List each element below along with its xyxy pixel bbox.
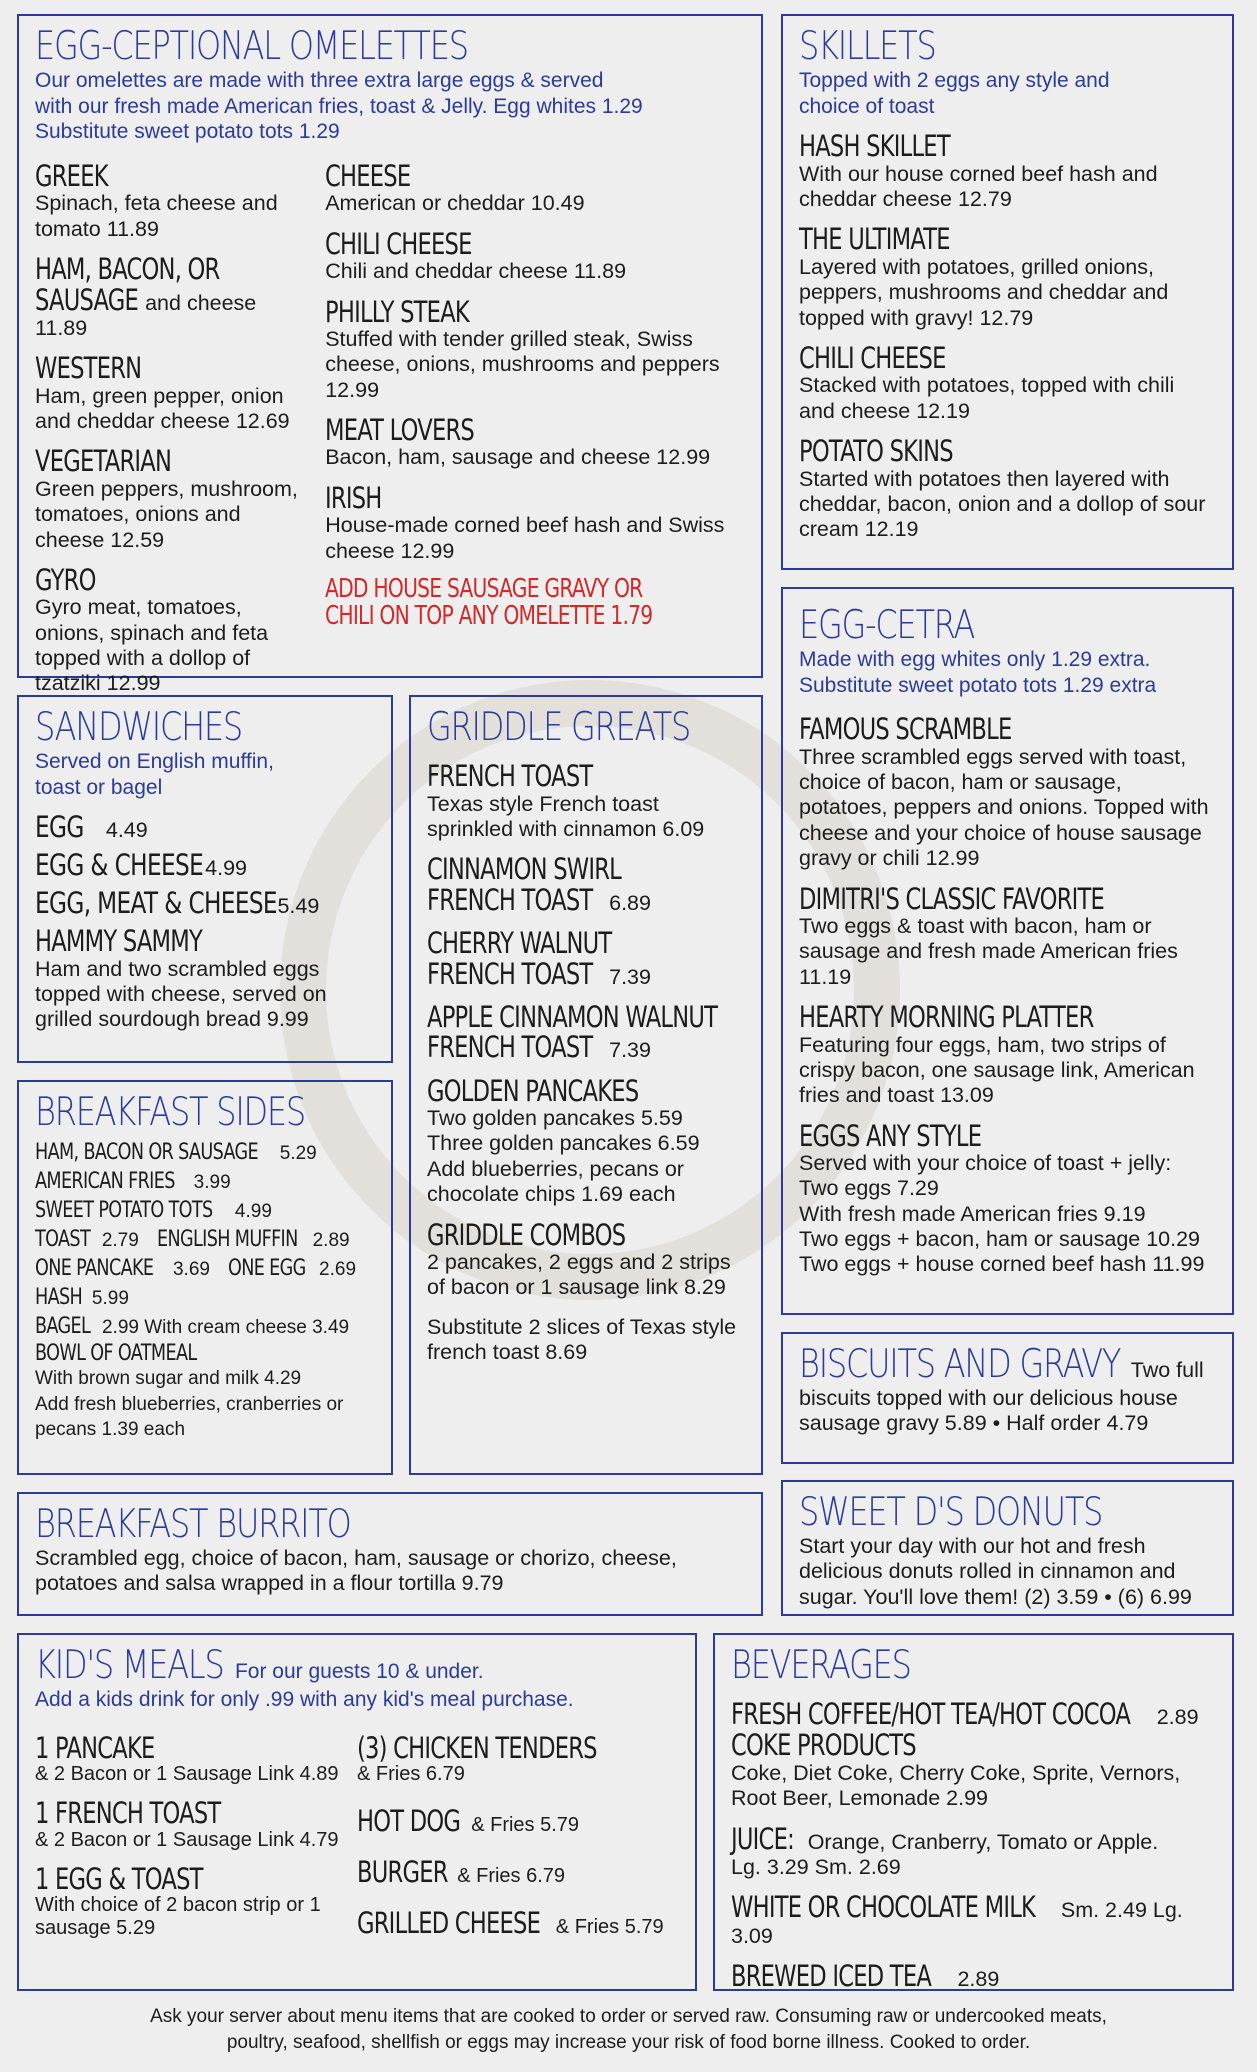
griddle-desc: 2 pancakes, 2 eggs and 2 strips of bacon or 1 sausage link 8.29 bbox=[427, 1249, 731, 1300]
sandwich-name: EGG, MEAT & CHEESE bbox=[35, 886, 277, 921]
beverage-name: WHITE OR CHOCOLATE MILK bbox=[731, 1890, 1036, 1925]
sandwiches-sub-2: toast or bagel bbox=[35, 775, 163, 799]
skillet-name: POTATO SKINS bbox=[799, 434, 953, 469]
kids-desc: & Fries 5.79 bbox=[555, 1916, 664, 1939]
side-name: BAGEL bbox=[35, 1314, 91, 1340]
eggcetra-desc: Served with your choice of toast + jelly: bbox=[799, 1151, 1172, 1176]
biscuits-inline: Two full bbox=[1130, 1358, 1204, 1382]
eggcetra-desc: With fresh made American fries 9.19 bbox=[799, 1201, 1146, 1226]
footer-line: Ask your server about menu items that are cooked to order or served raw. Consuming raw or undercooked meats, bbox=[150, 2006, 1107, 2027]
kids-name: (3) CHICKEN TENDERS bbox=[357, 1730, 597, 1765]
omelette-desc: Spinach, feta cheese and tomato 11.89 bbox=[35, 191, 278, 241]
side-name: ENGLISH MUFFIN bbox=[156, 1227, 298, 1253]
griddle-name: CINNAMON SWIRL bbox=[427, 852, 622, 887]
side-name: ONE PANCAKE bbox=[35, 1256, 154, 1282]
omelette-desc: Stuffed with tender grilled steak, Swiss cheese, onions, mushrooms and peppers 12.99 bbox=[325, 326, 720, 402]
side-name: HAM, BACON OR SAUSAGE bbox=[35, 1140, 259, 1166]
skillet-name: THE ULTIMATE bbox=[799, 222, 950, 257]
omelette-name: GREEK bbox=[35, 158, 108, 193]
kids-name: BURGER bbox=[357, 1855, 448, 1890]
skillet-desc: With our house corned beef hash and cheddar cheese 12.79 bbox=[799, 161, 1158, 212]
omelette-addon: CHILI ON TOP ANY OMELETTE 1.79 bbox=[325, 601, 653, 632]
griddle-name: APPLE CINNAMON WALNUT bbox=[427, 999, 718, 1034]
kids-desc: & 2 Bacon or 1 Sausage Link 4.89 bbox=[35, 1763, 339, 1786]
griddle-section bbox=[409, 695, 763, 1475]
omelette-name: WESTERN bbox=[35, 351, 142, 386]
kids-section bbox=[17, 1633, 697, 1991]
skillet-name: CHILI CHEESE bbox=[799, 341, 946, 375]
griddle-desc: Texas style French toast sprinkled with cinnamon 6.09 bbox=[427, 791, 705, 841]
beverages-section bbox=[713, 1633, 1234, 1994]
omelettes-sub-2: with our fresh made American fries, toast & Jelly. Egg whites 1.29 bbox=[35, 94, 643, 118]
skillets-sub-2: choice of toast bbox=[799, 94, 935, 118]
eggcetra-name: DIMITRI'S CLASSIC FAVORITE bbox=[799, 881, 1105, 916]
eggcetra-sub-1: Made with egg whites only 1.29 extra. bbox=[799, 648, 1151, 672]
skillet-desc: Started with potatoes then layered with cheddar, bacon, onion and a dollop of sour cream 12.19 bbox=[799, 466, 1206, 542]
griddle-name: CHERRY WALNUT bbox=[427, 926, 612, 961]
kids-desc: & Fries 6.79 bbox=[357, 1763, 465, 1786]
omelettes-sub-1: Our omelettes are made with three extra large eggs & served bbox=[35, 69, 604, 93]
omelette-name: MEAT LOVERS bbox=[325, 413, 475, 448]
side-price: 2.99 With cream cheese 3.49 bbox=[101, 1317, 350, 1339]
skillets-sub-1: Topped with 2 eggs any style and bbox=[799, 69, 1110, 93]
side-price: 2.69 bbox=[319, 1259, 357, 1281]
griddle-name: FRENCH TOAST bbox=[427, 956, 593, 991]
omelette-desc: Chili and cheddar cheese 11.89 bbox=[325, 259, 627, 284]
skillet-desc: Layered with potatoes, grilled onions, peppers, mushrooms and cheddar and topped with gravy! 12.79 bbox=[799, 254, 1169, 330]
kids-desc: & Fries 5.79 bbox=[471, 1814, 580, 1837]
side-name: BOWL OF OATMEAL bbox=[35, 1341, 197, 1367]
omelette-desc: Green peppers, mushroom, tomatoes, onions and cheese 12.59 bbox=[35, 476, 298, 552]
side-desc: pecans 1.39 each bbox=[35, 1419, 186, 1441]
eggcetra-name: HEARTY MORNING PLATTER bbox=[799, 1000, 1094, 1035]
omelette-desc: and cheese 11.89 bbox=[35, 290, 257, 340]
griddle-name: GRIDDLE COMBOS bbox=[427, 1217, 626, 1252]
omelettes-section bbox=[17, 14, 763, 696]
side-price: 5.29 bbox=[279, 1143, 317, 1165]
beverages-title: BEVERAGES bbox=[731, 1643, 911, 1688]
burrito-title: BREAKFAST BURRITO bbox=[35, 1502, 351, 1547]
omelette-desc: Ham, green pepper, onion and cheddar cheese 12.69 bbox=[35, 383, 290, 434]
eggcetra-title: EGG-CETRA bbox=[799, 603, 975, 648]
sandwich-name: EGG & CHEESE bbox=[35, 848, 204, 883]
sandwich-desc: Ham and two scrambled eggs topped with cheese, served on grilled sourdough bread 9.99 bbox=[35, 956, 327, 1032]
sides-section bbox=[17, 1080, 393, 1475]
griddle-desc: Add blueberries, pecans or bbox=[427, 1156, 684, 1181]
side-price: 2.79 bbox=[101, 1230, 139, 1252]
biscuits-desc: biscuits topped with our delicious house sausage gravy 5.89 • Half order 4.79 bbox=[799, 1386, 1178, 1436]
donuts-title: SWEET D'S DONUTS bbox=[799, 1490, 1103, 1535]
kids-sub: Add a kids drink for only .99 with any kid's meal purchase. bbox=[35, 1688, 574, 1712]
beverage-name: BREWED ICED TEA bbox=[731, 1959, 932, 1994]
donuts-desc: Start your day with our hot and fresh delicious donuts rolled in cinnamon and sugar. You'll love them! (2) 3.59 • (6) 6.99 bbox=[799, 1534, 1192, 1609]
omelette-desc: House-made corned beef hash and Swiss cheese 12.99 bbox=[325, 513, 725, 563]
side-name: TOAST bbox=[35, 1227, 91, 1253]
eggcetra-desc: Two eggs & toast with bacon, ham or sausage and fresh made American fries 11.19 bbox=[799, 914, 1178, 989]
omelette-name: IRISH bbox=[325, 480, 382, 515]
beverage-name: JUICE: bbox=[731, 1821, 794, 1856]
sandwich-price: 5.49 bbox=[277, 894, 320, 919]
burrito-desc: Scrambled egg, choice of bacon, ham, sausage or chorizo, cheese, potatoes and salsa wrapped in a flour tortilla 9.79 bbox=[35, 1546, 677, 1596]
biscuits-section bbox=[781, 1332, 1234, 1464]
omelette-name: PHILLY STEAK bbox=[325, 294, 470, 329]
skillets-section bbox=[781, 14, 1234, 570]
kids-desc: & 2 Bacon or 1 Sausage Link 4.79 bbox=[35, 1828, 339, 1851]
griddle-desc: chocolate chips 1.69 each bbox=[427, 1182, 676, 1207]
sandwiches-sub-1: Served on English muffin, bbox=[35, 750, 274, 774]
sandwiches-section bbox=[17, 695, 393, 1063]
side-desc: Add fresh blueberries, cranberries or bbox=[35, 1393, 344, 1415]
kids-inline: For our guests 10 & under. bbox=[234, 1660, 484, 1683]
beverage-name: FRESH COFFEE/HOT TEA/HOT COCOA bbox=[731, 1697, 1131, 1732]
sandwiches-title: SANDWICHES bbox=[35, 705, 242, 750]
kids-desc: With choice of 2 bacon strip or 1 sausage 5.29 bbox=[35, 1894, 321, 1940]
griddle-name: FRENCH TOAST bbox=[427, 1030, 593, 1065]
griddle-name: FRENCH TOAST bbox=[427, 882, 593, 917]
kids-name: 1 EGG & TOAST bbox=[35, 1861, 203, 1896]
beverage-price: 2.89 bbox=[957, 1967, 1000, 1992]
omelette-desc: Gyro meat, tomatoes, onions, spinach and feta topped with a dollop of tzatziki 12.99 bbox=[35, 595, 269, 696]
side-price: 5.99 bbox=[91, 1288, 129, 1310]
biscuits-title: BISCUITS AND GRAVY bbox=[799, 1342, 1121, 1387]
omelette-name: SAUSAGE bbox=[35, 282, 139, 317]
eggcetra-section bbox=[781, 587, 1234, 1315]
beverage-desc: Coke, Diet Coke, Cherry Coke, Sprite, Vernors, Root Beer, Lemonade 2.99 bbox=[731, 1760, 1181, 1811]
kids-name: 1 PANCAKE bbox=[35, 1730, 155, 1765]
griddle-desc: Three golden pancakes 6.59 bbox=[427, 1131, 700, 1156]
donuts-section bbox=[781, 1480, 1234, 1616]
side-name: AMERICAN FRIES bbox=[35, 1169, 175, 1195]
beverage-name: COKE PRODUCTS bbox=[731, 1728, 916, 1763]
kids-desc: & Fries 6.79 bbox=[457, 1865, 566, 1888]
sandwich-price: 4.99 bbox=[205, 856, 248, 881]
sides-title: BREAKFAST SIDES bbox=[35, 1090, 305, 1135]
side-price: 3.99 bbox=[193, 1172, 231, 1194]
omelette-desc: Bacon, ham, sausage and cheese 12.99 bbox=[325, 445, 711, 470]
eggcetra-desc: Three scrambled eggs served with toast, choice of bacon, ham or sausage, potatoes, peppers and onions. Topped with cheese and your choice of house sausage gravy or chili 12.99 bbox=[799, 744, 1209, 871]
griddle-title: GRIDDLE GREATS bbox=[427, 705, 691, 750]
eggcetra-name: FAMOUS SCRAMBLE bbox=[799, 712, 1012, 747]
eggcetra-sub-2: Substitute sweet potato tots 1.29 extra bbox=[799, 673, 1157, 697]
side-price: 4.99 bbox=[234, 1201, 272, 1223]
side-price: 2.89 bbox=[312, 1230, 350, 1252]
side-name: SWEET POTATO TOTS bbox=[35, 1198, 213, 1224]
eggcetra-desc: Two eggs + house corned beef hash 11.99 bbox=[799, 1252, 1205, 1277]
sandwich-price: 4.49 bbox=[105, 818, 148, 843]
omelette-name: GYRO bbox=[35, 562, 96, 597]
side-desc: With brown sugar and milk 4.29 bbox=[35, 1368, 302, 1390]
beverage-desc: Lg. 3.29 Sm. 2.69 bbox=[731, 1854, 901, 1879]
kids-name: GRILLED CHEESE bbox=[357, 1906, 541, 1941]
eggcetra-desc: Two eggs + bacon, ham or sausage 10.29 bbox=[799, 1227, 1201, 1252]
omelette-desc: American or cheddar 10.49 bbox=[325, 191, 585, 216]
sandwich-name: EGG bbox=[35, 810, 84, 845]
footer-disclaimer bbox=[0, 2004, 1257, 2055]
griddle-price: 7.39 bbox=[609, 1038, 651, 1063]
side-name: HASH bbox=[35, 1285, 83, 1311]
kids-name: 1 FRENCH TOAST bbox=[35, 1796, 221, 1831]
omelette-name: HAM, BACON, OR bbox=[35, 252, 220, 287]
sandwich-name: HAMMY SAMMY bbox=[35, 924, 203, 959]
omelette-addon: ADD HOUSE SAUSAGE GRAVY OR bbox=[325, 574, 643, 604]
griddle-name: GOLDEN PANCAKES bbox=[427, 1073, 639, 1108]
omelette-name: CHEESE bbox=[325, 158, 411, 193]
griddle-name: FRENCH TOAST bbox=[427, 759, 593, 794]
skillet-desc: Stacked with potatoes, topped with chili and cheese 12.19 bbox=[799, 373, 1175, 423]
burrito-section bbox=[17, 1492, 763, 1616]
footer-line: poultry, seafood, shellfish or eggs may increase your risk of food borne illness. Cooked to order. bbox=[226, 2031, 1031, 2053]
omelette-name: VEGETARIAN bbox=[35, 444, 172, 479]
omelettes-title: EGG-CEPTIONAL OMELETTES bbox=[35, 24, 468, 69]
skillet-name: HASH SKILLET bbox=[799, 129, 950, 164]
beverage-price: Sm. 2.49 Lg. 3.09 bbox=[731, 1898, 1183, 1948]
side-name: ONE EGG bbox=[227, 1256, 306, 1282]
eggcetra-desc: Two eggs 7.29 bbox=[799, 1176, 939, 1201]
griddle-desc: Two golden pancakes 5.59 bbox=[427, 1106, 683, 1131]
kids-title: KID'S MEALS bbox=[35, 1643, 224, 1688]
omelettes-sub-3: Substitute sweet potato tots 1.29 bbox=[35, 120, 340, 144]
omelette-name: CHILI CHEESE bbox=[325, 226, 472, 261]
beverage-price: 2.89 bbox=[1156, 1705, 1199, 1730]
griddle-substitute: Substitute 2 slices of Texas style french toast 8.69 bbox=[427, 1314, 737, 1365]
side-price: 3.69 bbox=[172, 1259, 210, 1281]
griddle-price: 7.39 bbox=[609, 964, 651, 989]
griddle-price: 6.89 bbox=[609, 890, 651, 915]
kids-name: HOT DOG bbox=[357, 1804, 461, 1839]
skillets-title: SKILLETS bbox=[799, 24, 936, 69]
eggcetra-name: EGGS ANY STYLE bbox=[799, 1118, 982, 1153]
eggcetra-desc: Featuring four eggs, ham, two strips of crispy bacon, one sausage link, American fries and toast 13.09 bbox=[799, 1032, 1195, 1108]
beverage-desc: Orange, Cranberry, Tomato or Apple. bbox=[807, 1829, 1159, 1854]
